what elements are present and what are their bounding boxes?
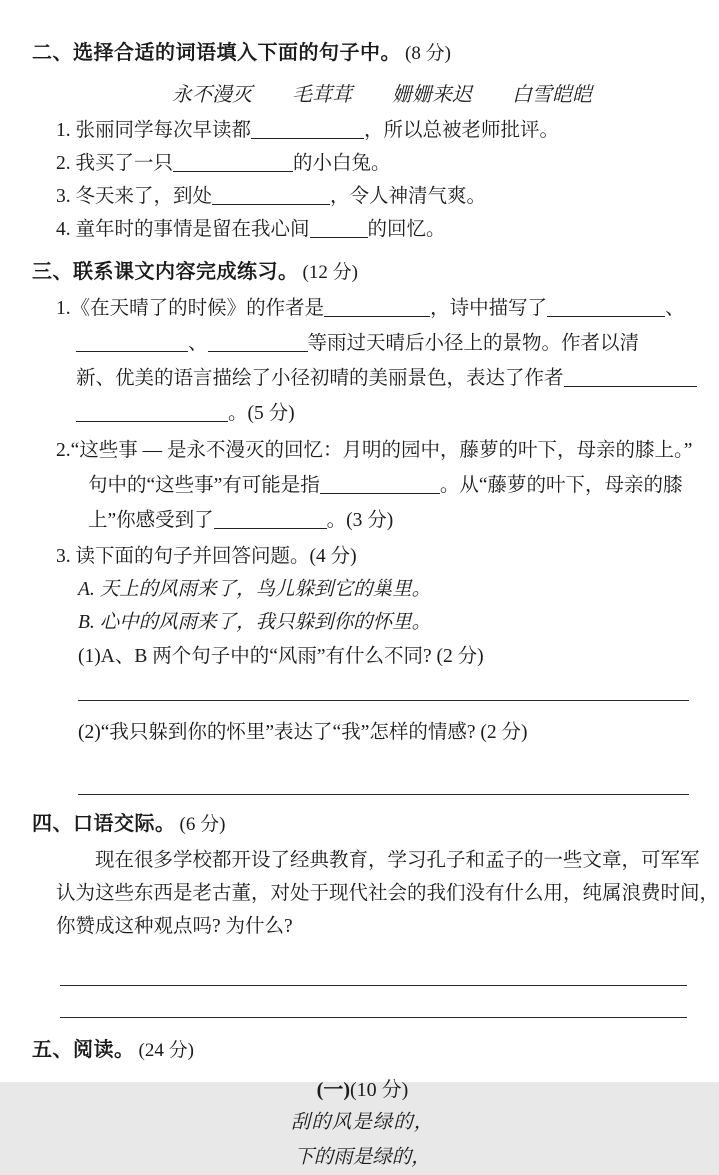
question-text: ，诗中描写了 — [430, 298, 548, 319]
fill-blank-item-4 — [56, 213, 693, 246]
answer-line — [78, 700, 689, 701]
sentence-text: A. 天上的风雨来了，鸟儿躲到它的巢里。 — [78, 579, 432, 600]
poem-text: 下的雨是绿的， — [294, 1147, 431, 1168]
section-3-points: (12 分) — [302, 262, 358, 283]
sentence-a — [78, 573, 693, 606]
question-2-line — [56, 433, 693, 468]
question-1-line — [76, 361, 693, 396]
question-1-line — [56, 291, 693, 326]
answer-blank — [310, 218, 368, 238]
question-text: (1)A、B 两个句子中的“风雨”有什么不同? (2 分) — [78, 646, 484, 667]
item-text: 4. 童年时的事情是留在我心间 — [56, 219, 310, 240]
sub-question-1 — [78, 640, 693, 673]
section-2-points: (8 分) — [405, 43, 451, 64]
question-text: 。 — [228, 403, 248, 424]
fill-blank-item-2 — [56, 147, 693, 180]
section-2 — [32, 40, 693, 246]
question-1 — [32, 291, 693, 431]
section-4 — [32, 811, 719, 1018]
item-text: 1. 张丽同学每次早读都 — [56, 120, 252, 141]
question-text: 。 — [326, 510, 347, 531]
question-3-head — [56, 540, 693, 573]
answer-blank — [214, 509, 327, 529]
poem-line — [32, 1105, 693, 1140]
sentence-text: B. 心中的风雨来了，我只躲到你的怀里。 — [78, 612, 432, 633]
question-1-line — [76, 396, 693, 431]
question-2 — [32, 433, 693, 538]
section-5-points: (24 分) — [138, 1040, 194, 1061]
fill-blank-item-3 — [56, 180, 693, 213]
passage-points: (10 分) — [350, 1079, 409, 1101]
word-bank-word: 永不漫灭 — [172, 84, 252, 106]
question-text: 、 — [188, 333, 208, 354]
answer-blank — [564, 367, 697, 387]
answer-blank — [251, 119, 364, 139]
section-3 — [32, 259, 693, 795]
prompt-paragraph — [32, 844, 719, 943]
section-4-title: 四、口语交际。 — [32, 813, 176, 835]
poem-line — [32, 1140, 693, 1175]
question-text: 3. 读下面的句子并回答问题。(4 分) — [56, 546, 357, 567]
paragraph-line — [56, 877, 719, 910]
fill-blank-item-1 — [56, 114, 693, 147]
word-bank — [172, 78, 693, 107]
section-4-points: (6 分) — [179, 814, 226, 835]
answer-blank — [324, 297, 430, 317]
section-5-title: 五、阅读。 — [32, 1039, 135, 1061]
word-bank-word: 白雪皑皑 — [512, 84, 592, 106]
item-text: ，令人神清气爽。 — [330, 186, 487, 207]
word-bank-word: 姗姗来迟 — [392, 84, 472, 106]
item-text: 3. 冬天来了，到处 — [56, 186, 213, 207]
answer-blank — [212, 185, 330, 205]
answer-blank — [547, 297, 665, 317]
question-points: (5 分) — [247, 403, 295, 424]
question-text: 。从“藤萝的叶下，母亲的膝 — [439, 475, 683, 496]
paragraph-line — [56, 844, 700, 877]
poem-text: 刮的风是绿的， — [290, 1112, 435, 1133]
question-text: 新、优美的语言描绘了小径初晴的美丽景色，表达了作者 — [76, 368, 564, 389]
sub-question-2 — [78, 716, 693, 749]
section-3-title: 三、联系课文内容完成练习。 — [32, 261, 299, 283]
paragraph-text: 现在很多学校都开设了经典教育，学习孔子和孟子的一些文章，可军军 — [95, 850, 700, 871]
answer-blank — [208, 332, 308, 352]
item-text: 的回忆。 — [367, 219, 446, 240]
question-text: 等雨过天晴后小径上的景物。作者以清 — [307, 333, 640, 354]
paragraph-text: 认为这些东西是老古董，对处于现代社会的我们没有什么用，纯属浪费时间， — [56, 883, 719, 904]
question-text: 上”你感受到了 — [88, 510, 214, 531]
item-text: 2. 我买了一只 — [56, 153, 174, 174]
question-text: 2.“这些事 — 是永不漫灭的回忆：月明的园中，藤萝的叶下，母亲的膝上。” — [56, 440, 693, 461]
answer-line — [60, 985, 687, 986]
paragraph-line — [56, 910, 693, 943]
item-text: 的小白兔。 — [293, 153, 391, 174]
section-5-heading — [32, 1037, 693, 1064]
item-text: ，所以总被老师批评。 — [364, 120, 560, 141]
question-text: 1.《在天晴了的时候》的作者是 — [56, 298, 325, 319]
reading-passage-header — [32, 1073, 693, 1102]
question-3 — [32, 540, 693, 795]
answer-line — [78, 794, 689, 795]
passage-number: (一) — [316, 1079, 350, 1101]
section-3-heading — [32, 259, 693, 286]
question-2-line — [88, 503, 693, 538]
answer-blank — [173, 152, 293, 172]
answer-blank — [76, 402, 228, 422]
answer-line — [60, 1017, 687, 1018]
question-points: (3 分) — [346, 510, 394, 531]
section-2-heading — [32, 40, 693, 67]
section-2-title: 二、选择合适的词语填入下面的句子中。 — [32, 42, 401, 64]
section-5 — [32, 1037, 693, 1175]
question-text: 、 — [665, 298, 685, 319]
word-bank-word: 毛茸茸 — [292, 84, 352, 106]
section-4-heading — [32, 811, 693, 838]
paragraph-text: 你赞成这种观点吗? 为什么? — [56, 916, 293, 937]
sentence-b — [78, 606, 693, 639]
question-text: 句中的“这些事”有可能是指 — [88, 475, 320, 496]
question-text: (2)“我只躲到你的怀里”表达了“我”怎样的情感? (2 分) — [78, 722, 528, 743]
question-2-line — [88, 468, 693, 503]
answer-blank — [320, 474, 440, 494]
answer-blank — [76, 332, 188, 352]
question-1-line — [76, 326, 693, 361]
